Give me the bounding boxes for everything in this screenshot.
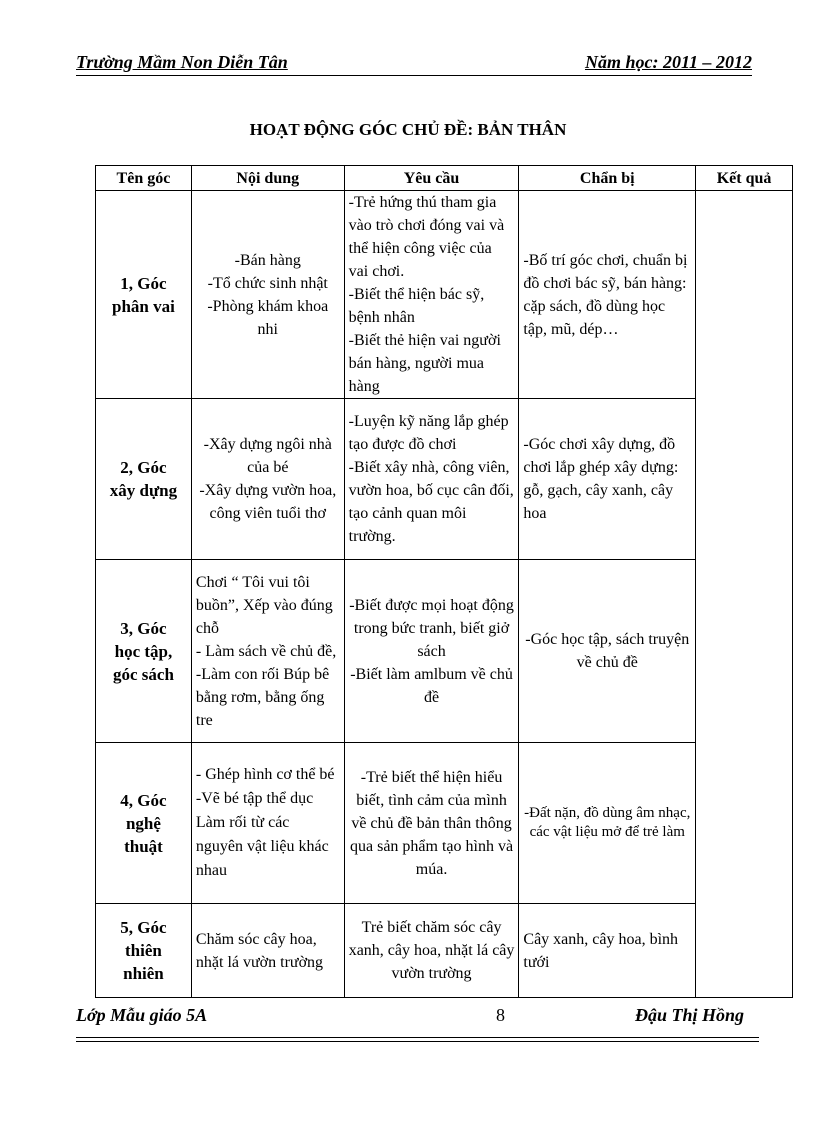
requirement-cell: -Biết được mọi hoạt động trong bức tranh, biết giở sách -Biết làm amlbum về chủ đề xyxy=(344,560,519,743)
content-cell: Chăm sóc cây hoa, nhặt lá vườn trường xyxy=(191,904,344,998)
preparation-cell: -Đất nặn, đồ dùng âm nhạc, các vật liệu mở để trẻ làm xyxy=(519,743,696,904)
requirement-cell: -Luyện kỹ năng lắp ghép tạo được đồ chơi -Biết xây nhà, công viên, vườn hoa, bố cục cân đối, tạo cảnh quan môi trường. xyxy=(344,399,519,560)
page-title: HOẠT ĐỘNG GÓC CHỦ ĐỀ: BẢN THÂN xyxy=(249,120,567,139)
preparation-cell: Cây xanh, cây hoa, bình tưới xyxy=(519,904,696,998)
content-cell: -Bán hàng -Tổ chức sinh nhật -Phòng khám khoa nhi xyxy=(191,191,344,399)
footer-rule xyxy=(76,1037,759,1038)
page-header xyxy=(76,52,752,76)
result-cell xyxy=(696,191,793,998)
corner-name-cell: 5, Góc thiên nhiên xyxy=(96,904,192,998)
corner-name-cell: 4, Góc nghệ thuật xyxy=(96,743,192,904)
content-cell: Chơi “ Tôi vui tôi buồn”, Xếp vào đúng chỗ - Làm sách về chủ đề, -Làm con rối Búp bê bằng rơm, bằng ống tre xyxy=(191,560,344,743)
column-header: Nội dung xyxy=(191,166,344,191)
preparation-cell: -Bố trí góc chơi, chuẩn bị đồ chơi bác sỹ, bán hàng: cặp sách, đồ dùng học tập, mũ, dép… xyxy=(519,191,696,399)
table-row xyxy=(96,191,793,399)
table-row xyxy=(96,399,793,560)
content-cell: -Xây dựng ngôi nhà của bé -Xây dựng vườn hoa, công viên tuổi thơ xyxy=(191,399,344,560)
page-footer xyxy=(76,1005,752,1029)
corner-name-cell: 2, Góc xây dựng xyxy=(96,399,192,560)
requirement-cell: -Trẻ hứng thú tham gia vào trò chơi đóng vai và thể hiện công việc của vai chơi. -Biết thể hiện bác sỹ, bệnh nhân -Biết thẻ hiện vai người bán hàng, người mua hàng xyxy=(344,191,519,399)
table-row xyxy=(96,560,793,743)
preparation-cell: -Góc chơi xây dựng, đồ chơi lắp ghép xây dựng: gỗ, gạch, cây xanh, cây hoa xyxy=(519,399,696,560)
page-number: 8 xyxy=(496,1005,505,1025)
activity-table xyxy=(95,165,793,998)
column-header: Yêu cầu xyxy=(344,166,519,191)
corner-name-cell: 1, Góc phân vai xyxy=(96,191,192,399)
requirement-cell: -Trẻ biết thể hiện hiểu biết, tình cảm của mình về chủ đề bản thân thông qua sản phẩm tạo hình và múa. xyxy=(344,743,519,904)
table-row xyxy=(96,904,793,998)
column-header: Tên góc xyxy=(96,166,192,191)
class-name: Lớp Mẫu giáo 5A xyxy=(76,1005,208,1025)
preparation-cell: -Góc học tập, sách truyện về chủ đề xyxy=(519,560,696,743)
requirement-cell: Trẻ biết chăm sóc cây xanh, cây hoa, nhặt lá cây vườn trường xyxy=(344,904,519,998)
corner-name-cell: 3, Góc học tập, góc sách xyxy=(96,560,192,743)
column-header: Kết quả xyxy=(696,166,793,191)
column-header: Chẩn bị xyxy=(519,166,696,191)
content-cell: - Ghép hình cơ thể bé -Vẽ bé tập thể dục Làm rối từ các nguyên vật liệu khác nhau xyxy=(191,743,344,904)
school-year: Năm học: 2011 – 2012 xyxy=(584,52,752,72)
table-row xyxy=(96,743,793,904)
teacher-name: Đậu Thị Hồng xyxy=(634,1005,744,1025)
footer-rule xyxy=(76,1041,759,1042)
school-name: Trường Mầm Non Diễn Tân xyxy=(76,52,288,72)
table-header-row xyxy=(96,166,793,191)
header-rule xyxy=(76,75,752,76)
